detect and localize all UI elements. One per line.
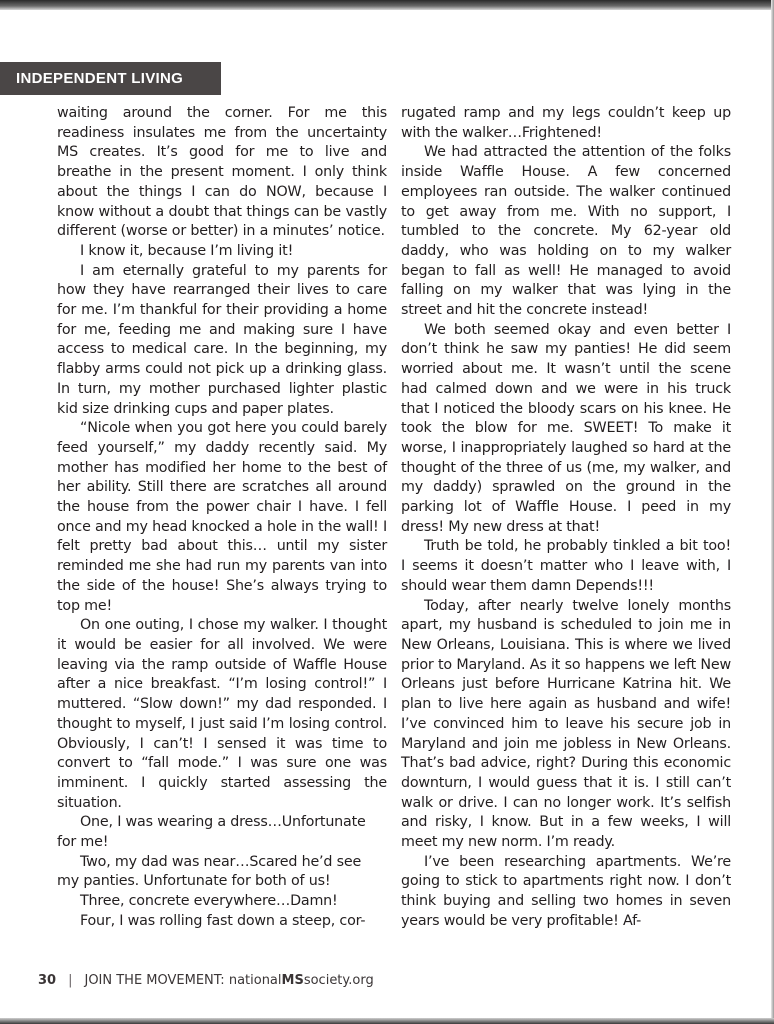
page-footer <box>38 973 374 988</box>
paragraph: Today, after nearly twelve lonely months apart, my husband is scheduled to join me in New Orleans, Louisiana. This is where we lived prior to Maryland. As it so happens we left New Orleans just before Hurricane Katrina hit. We plan to live here again as husband and wife! I’ve convinced him to leave his secure job in Maryland and join me jobless in New Orleans. That’s bad advice, right? During this economic downturn, I would guess that it is. I still can’t walk or drive. I can no longer work. It’s selfish and risky, I know. But in a few weeks, I will meet my new norm. I’m ready. <box>401 597 731 851</box>
paragraph: Truth be told, he probably tinkled a bit too! I seems it doesn’t matter who I leave with, I should wear them damn Depends!!! <box>401 538 731 594</box>
footer-slogan: JOIN THE MOVEMENT: <box>84 973 225 988</box>
paragraph: On one outing, I chose my walker. I thought it would be easier for all involved. We were leaving via the ramp outside of Waffle House after a nice breakfast. “I’m losing control!” I muttered. “Slow down!” my dad responded. I thought to myself, I just said I’m losing control. Obviously, I can’t! I sensed it was time to convert to “fall mode.” I was sure one was imminent. I quickly started assessing the situation. <box>57 617 387 811</box>
paragraph: I know it, because I’m living it! <box>80 242 294 259</box>
footer-website-ms: MS <box>281 973 304 988</box>
article-column-left <box>57 104 387 932</box>
paragraph: I’ve been researching apartments. We’re going to stick to apartments right now. I don’t think buying and selling two homes in seven years would be very profitable! Af- <box>401 853 731 929</box>
page-number: 30 <box>38 973 57 988</box>
paragraph: One, I was wearing a dress…Unfortunate for me! <box>57 814 366 851</box>
page-top-edge <box>0 0 774 10</box>
paragraph: We had attracted the attention of the folks inside Waffle House. A few concerned employees ran outside. The walker continued to get away from me. With no support, I tumbled to the concrete. My 62-year old daddy, who was holding on to my walker began to fall as well! He managed to avoid falling on my walker that was lying in the street and hit the concrete instead! <box>401 144 731 319</box>
paragraph: Three, concrete everywhere…Damn! <box>80 893 338 910</box>
footer-separator: | <box>68 973 73 988</box>
paragraph: rugated ramp and my legs couldn’t keep up with the walker…Frightened! <box>401 105 731 141</box>
page-bottom-edge <box>0 1018 774 1024</box>
paragraph: waiting around the corner. For me this readiness insulates me from the uncertainty MS creates. It’s good for me to live and breathe in the present moment. I only think about the things I can do NOW, because I know without a doubt that things can be vastly different (worse or better) in a minutes’ notice. <box>57 105 387 240</box>
section-label: INDEPENDENT LIVING <box>0 62 221 95</box>
paragraph: We both seemed okay and even better I don’t think he saw my panties! He did seem worried about me. It wasn’t until the scene had calmed down and we were in his truck that I noticed the bloody scars on his knee. He took the blow for me. SWEET! To make it worse, I inappropriately laughed so hard at the thought of the three of us (me, my walker, and my daddy) sprawled on the ground in the parking lot of Waffle House. I peed in my dress! My new dress at that! <box>401 321 731 535</box>
footer-website-suffix: society.org <box>303 973 374 988</box>
paragraph: I am eternally grateful to my parents for how they have rearranged their lives to care for me. I’m thankful for their providing a home for me, feeding me and making sure I have access to medical care. In the beginning, my flabby arms could not pick up a drinking glass. In turn, my mother purchased lighter plastic kid size drinking cups and paper plates. <box>57 262 387 417</box>
footer-website-prefix: national <box>228 973 282 988</box>
paragraph: “Nicole when you got here you could barely feed yourself,” my daddy recently said. My mother has modified her home to the best of her ability. Still there are scratches all around the house from the power chair I have. I fell once and my head knocked a hole in the wall! I felt pretty bad about this… until my sister reminded me she had run my parents van into the side of the house! She’s always trying to top me! <box>57 420 387 614</box>
article-column-right <box>401 104 731 932</box>
paragraph: Four, I was rolling fast down a steep, cor- <box>80 912 366 929</box>
paragraph: Two, my dad was near…Scared he’d see my panties. Unfortunate for both of us! <box>57 853 362 890</box>
footer-website <box>229 973 374 988</box>
